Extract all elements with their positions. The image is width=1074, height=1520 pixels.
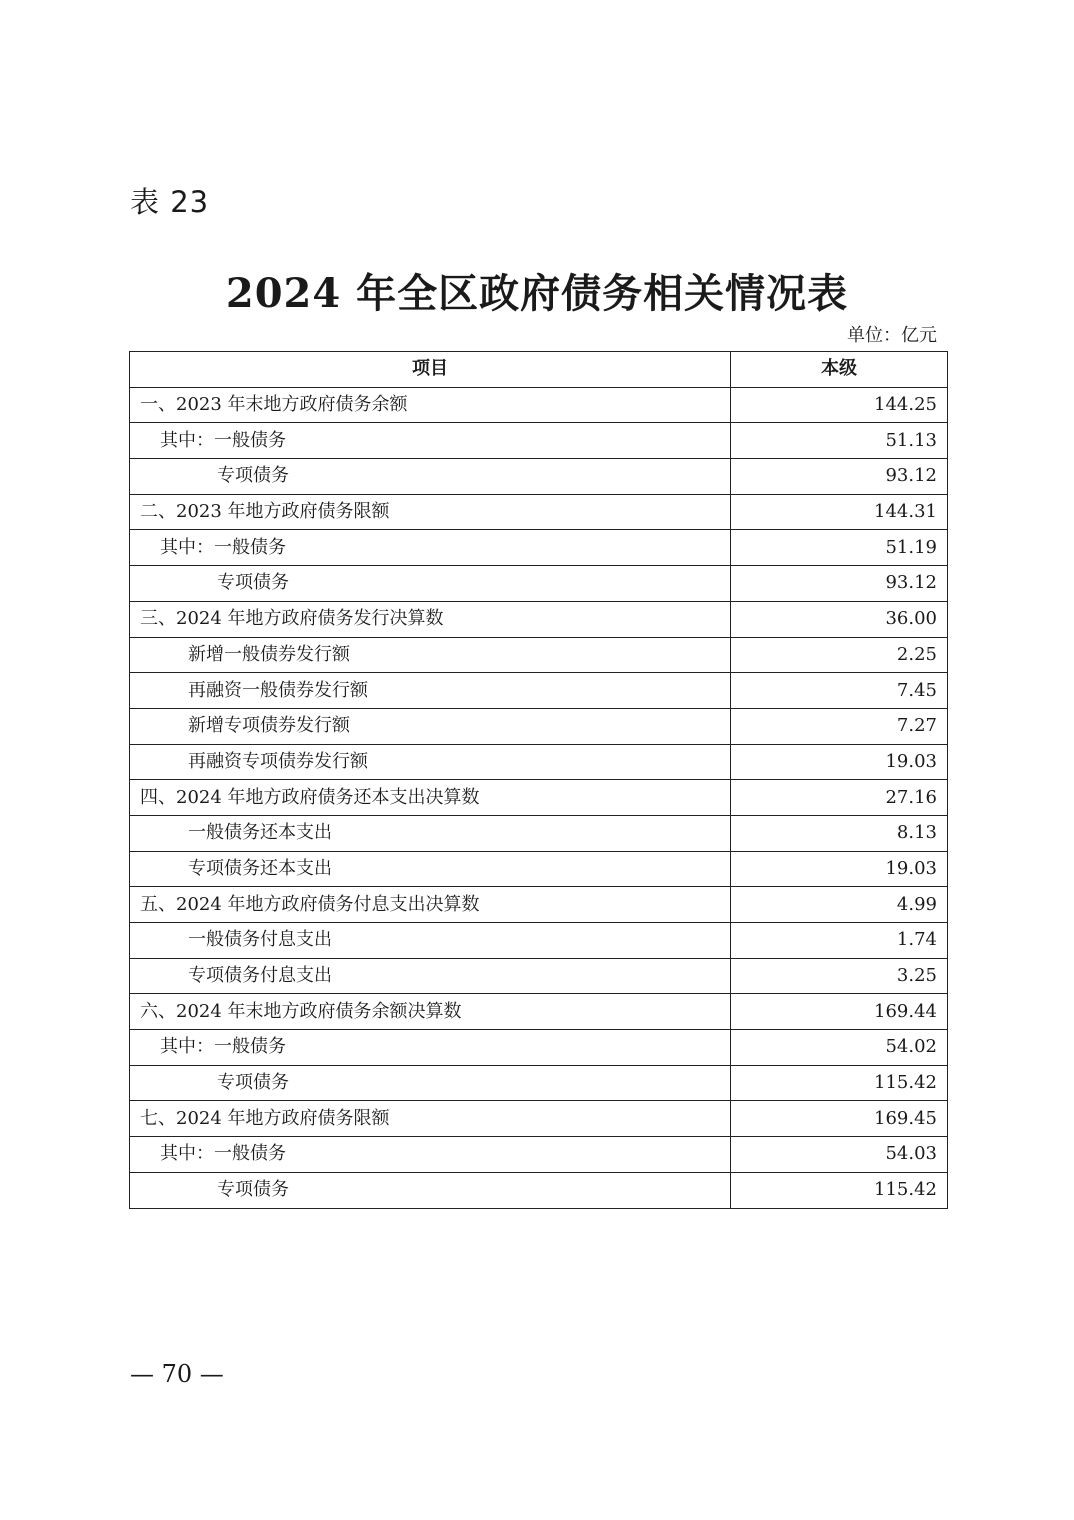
row-value: 1.74 <box>731 923 948 959</box>
row-value: 3.25 <box>731 958 948 994</box>
row-item-label: 专项债务 <box>130 1172 731 1208</box>
table-row <box>130 601 948 637</box>
row-item-label: 二、2023 年地方政府债务限额 <box>130 494 731 530</box>
row-item-label: 新增专项债券发行额 <box>130 708 731 744</box>
row-item-label: 一般债务还本支出 <box>130 815 731 851</box>
column-header-value: 本级 <box>731 352 948 388</box>
table-row <box>130 744 948 780</box>
row-value: 115.42 <box>731 1065 948 1101</box>
table-row <box>130 1030 948 1066</box>
row-value: 93.12 <box>731 566 948 602</box>
table-row <box>130 459 948 495</box>
row-item-label: 一般债务付息支出 <box>130 923 731 959</box>
table-row <box>130 1101 948 1137</box>
table-row <box>130 494 948 530</box>
table-header-row <box>130 352 948 388</box>
table-row <box>130 958 948 994</box>
page-title: 2024 年全区政府债务相关情况表 <box>225 270 849 317</box>
table-row <box>130 1137 948 1173</box>
row-item-label: 五、2024 年地方政府债务付息支出决算数 <box>130 887 731 923</box>
row-item-label: 其中：一般债务 <box>130 1137 731 1173</box>
table-row <box>130 530 948 566</box>
unit-note: 单位：亿元 <box>847 325 937 346</box>
row-item-label: 新增一般债券发行额 <box>130 637 731 673</box>
row-value: 115.42 <box>731 1172 948 1208</box>
row-value: 4.99 <box>731 887 948 923</box>
row-item-label: 专项债务 <box>130 566 731 602</box>
table-row <box>130 423 948 459</box>
row-value: 27.16 <box>731 780 948 816</box>
table-row <box>130 566 948 602</box>
row-value: 144.25 <box>731 387 948 423</box>
row-value: 54.02 <box>731 1030 948 1066</box>
table-label: 表 23 <box>130 185 210 219</box>
row-item-label: 再融资专项债券发行额 <box>130 744 731 780</box>
row-item-label: 四、2024 年地方政府债务还本支出决算数 <box>130 780 731 816</box>
table-row <box>130 1172 948 1208</box>
row-item-label: 专项债务 <box>130 1065 731 1101</box>
row-item-label: 三、2024 年地方政府债务发行决算数 <box>130 601 731 637</box>
row-value: 8.13 <box>731 815 948 851</box>
table-row <box>130 1065 948 1101</box>
table-row <box>130 887 948 923</box>
table-body <box>130 387 948 1208</box>
table-row <box>130 673 948 709</box>
table-row <box>130 637 948 673</box>
row-value: 169.44 <box>731 994 948 1030</box>
column-header-item: 项目 <box>130 352 731 388</box>
table-row <box>130 994 948 1030</box>
row-value: 93.12 <box>731 459 948 495</box>
row-value: 36.00 <box>731 601 948 637</box>
row-value: 169.45 <box>731 1101 948 1137</box>
row-value: 19.03 <box>731 744 948 780</box>
debt-table <box>129 351 948 1209</box>
row-item-label: 专项债务付息支出 <box>130 958 731 994</box>
row-value: 7.27 <box>731 708 948 744</box>
row-item-label: 六、2024 年末地方政府债务余额决算数 <box>130 994 731 1030</box>
row-value: 54.03 <box>731 1137 948 1173</box>
table-row <box>130 708 948 744</box>
table-row <box>130 815 948 851</box>
row-item-label: 一、2023 年末地方政府债务余额 <box>130 387 731 423</box>
row-item-label: 其中：一般债务 <box>130 1030 731 1066</box>
table-row <box>130 387 948 423</box>
row-value: 19.03 <box>731 851 948 887</box>
table-row <box>130 923 948 959</box>
row-value: 51.19 <box>731 530 948 566</box>
page-number: — 70 — <box>130 1360 224 1388</box>
table-row <box>130 851 948 887</box>
row-value: 51.13 <box>731 423 948 459</box>
row-value: 7.45 <box>731 673 948 709</box>
row-value: 144.31 <box>731 494 948 530</box>
row-item-label: 专项债务还本支出 <box>130 851 731 887</box>
row-item-label: 其中：一般债务 <box>130 423 731 459</box>
row-item-label: 专项债务 <box>130 459 731 495</box>
row-item-label: 其中：一般债务 <box>130 530 731 566</box>
row-item-label: 再融资一般债券发行额 <box>130 673 731 709</box>
row-item-label: 七、2024 年地方政府债务限额 <box>130 1101 731 1137</box>
row-value: 2.25 <box>731 637 948 673</box>
table-row <box>130 780 948 816</box>
